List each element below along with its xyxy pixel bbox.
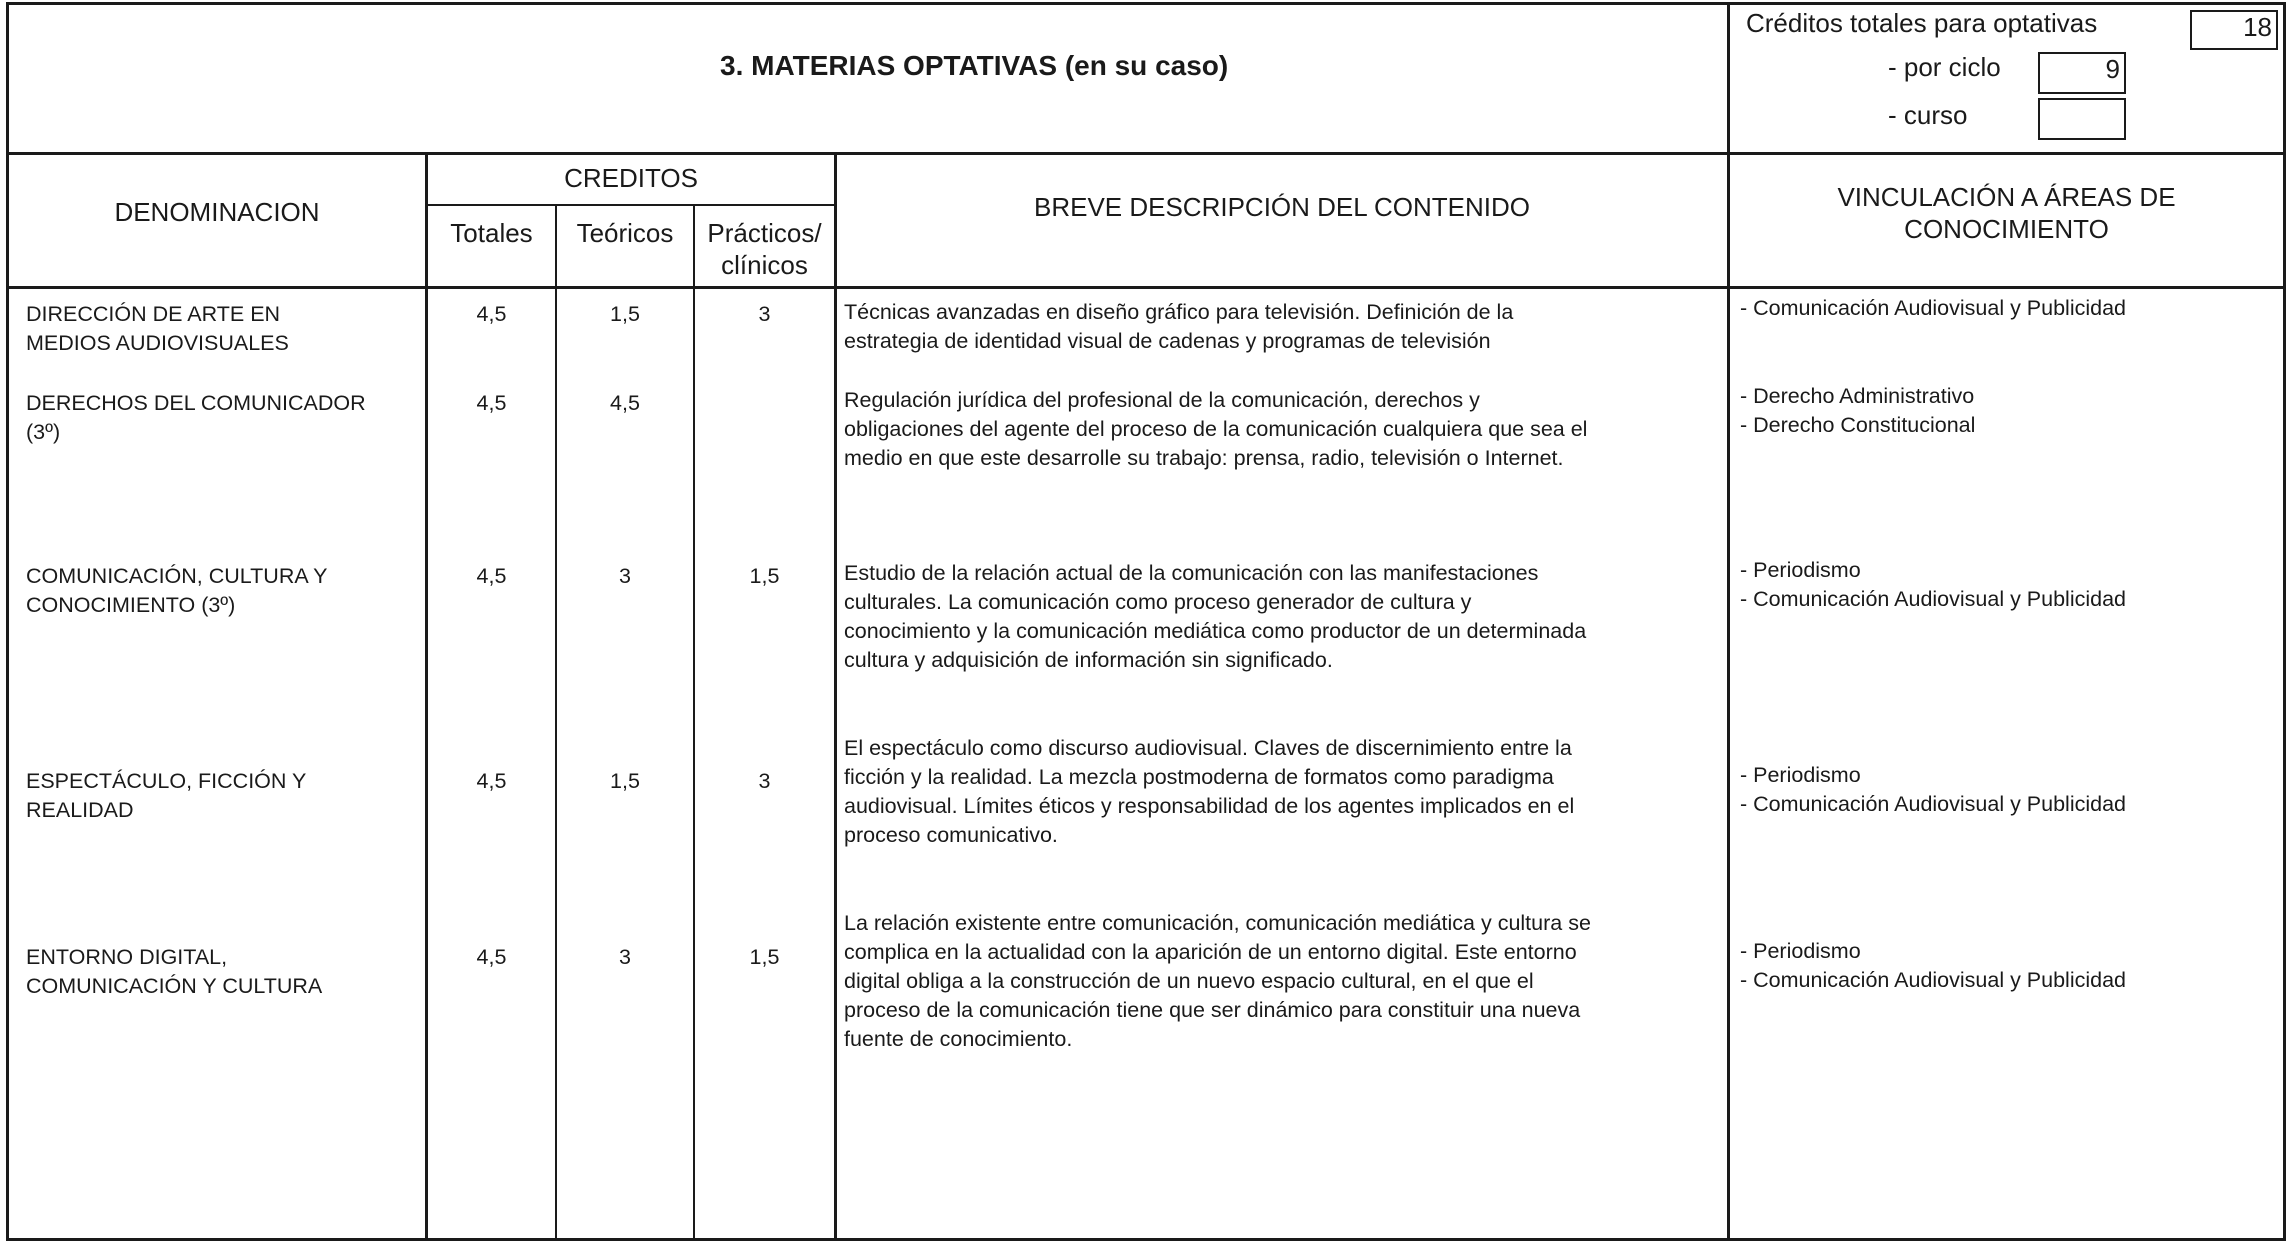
col-header-practicos: Prácticos/ (707, 218, 822, 248)
per-cycle-box (2038, 52, 2126, 94)
col-header-vinculacion: VINCULACIÓN A ÁREAS DE (1837, 182, 2176, 212)
page-title: 3. MATERIAS OPTATIVAS (en su caso) (720, 50, 1229, 81)
per-cycle-label: - por ciclo (1888, 52, 2001, 82)
credits-totales: 4,5 (476, 391, 507, 415)
col-header-totales: Totales (450, 218, 533, 248)
subject-name: COMUNICACIÓN, CULTURA Y CONOCIMIENTO (3º) (26, 564, 328, 617)
credits-total-label: Créditos totales para optativas (1746, 8, 2098, 38)
credits-practicos: 3 (758, 769, 771, 793)
col-header-creditos: CREDITOS (564, 163, 698, 193)
credits-teoricos: 3 (619, 945, 631, 969)
col-header-conocimiento: CONOCIMIENTO (1904, 214, 2109, 244)
col-header-denominacion: DENOMINACION (114, 197, 320, 227)
credits-practicos: 1,5 (749, 945, 780, 969)
credits-totales: 4,5 (476, 564, 507, 588)
col-header-clinicos: clínicos (721, 250, 808, 280)
course-label: - curso (1888, 100, 1968, 130)
course-box (2038, 98, 2126, 140)
credits-totales: 4,5 (476, 302, 507, 326)
knowledge-areas: - Comunicación Audiovisual y Publicidad (1740, 296, 2127, 320)
credits-total-value: 18 (2243, 12, 2272, 42)
subject-description: Técnicas avanzadas en diseño gráfico para televisión. Definición de la estrategia de identidad visual de cadenas y programas de televisión (844, 300, 1514, 353)
subject-description: El espectáculo como discurso audiovisual. Claves de discernimiento entre la ficción y la realidad. La mezcla postmoderna de formatos como paradigma audiovisual. Límites éticos y responsabilidad de los agentes implicados en el proceso comunicativo. (844, 736, 1575, 847)
knowledge-areas: - Derecho Administrativo - Derecho Constitucional (1740, 384, 1976, 437)
subject-name: DIRECCIÓN DE ARTE EN MEDIOS AUDIOVISUALES (26, 302, 289, 355)
subject-name: ESPECTÁCULO, FICCIÓN Y REALIDAD (26, 769, 307, 822)
col-header-descripcion: BREVE DESCRIPCIÓN DEL CONTENIDO (1033, 192, 1530, 222)
credits-teoricos: 1,5 (610, 769, 640, 793)
credits-practicos: 1,5 (749, 564, 780, 588)
subject-description: La relación existente entre comunicación, comunicación mediática y cultura se complica en la actualidad con la aparición de un entorno digital. Este entorno digital obliga a la construcción de un nuevo espacio cultural, en el que el proceso de la comunicación tiene que ser dinámico para constituir una nueva fuente de conocimiento. (844, 911, 1591, 1051)
credits-teoricos: 1,5 (610, 302, 640, 326)
credits-teoricos: 4,5 (610, 391, 640, 415)
subject-description: Estudio de la relación actual de la comunicación con las manifestaciones culturales. La comunicación como proceso generador de cultura y conocimiento y la comunicación mediática como productor de un determinada cultura y adquisición de información sin significado. (844, 561, 1587, 672)
credits-total-box (2190, 10, 2278, 50)
per-cycle-value: 9 (2105, 54, 2120, 84)
knowledge-areas: - Periodismo - Comunicación Audiovisual y Publicidad (1740, 763, 2127, 816)
subject-description: Regulación jurídica del profesional de la comunicación, derechos y obligaciones del agente del proceso de la comunicación cualquiera que sea el medio en que este desarrolle su trabajo: prensa, radio, televisión o Internet. (844, 388, 1588, 470)
col-header-teoricos: Teóricos (576, 218, 674, 248)
credits-totales: 4,5 (476, 945, 507, 969)
credits-practicos: 3 (758, 302, 771, 326)
credits-teoricos: 3 (619, 564, 631, 588)
credits-totales: 4,5 (476, 769, 507, 793)
knowledge-areas: - Periodismo - Comunicación Audiovisual y Publicidad (1740, 939, 2127, 992)
knowledge-areas: - Periodismo - Comunicación Audiovisual y Publicidad (1740, 558, 2127, 611)
subject-name: DERECHOS DEL COMUNICADOR (3º) (26, 391, 366, 444)
subject-name: ENTORNO DIGITAL, COMUNICACIÓN Y CULTURA (26, 945, 323, 998)
